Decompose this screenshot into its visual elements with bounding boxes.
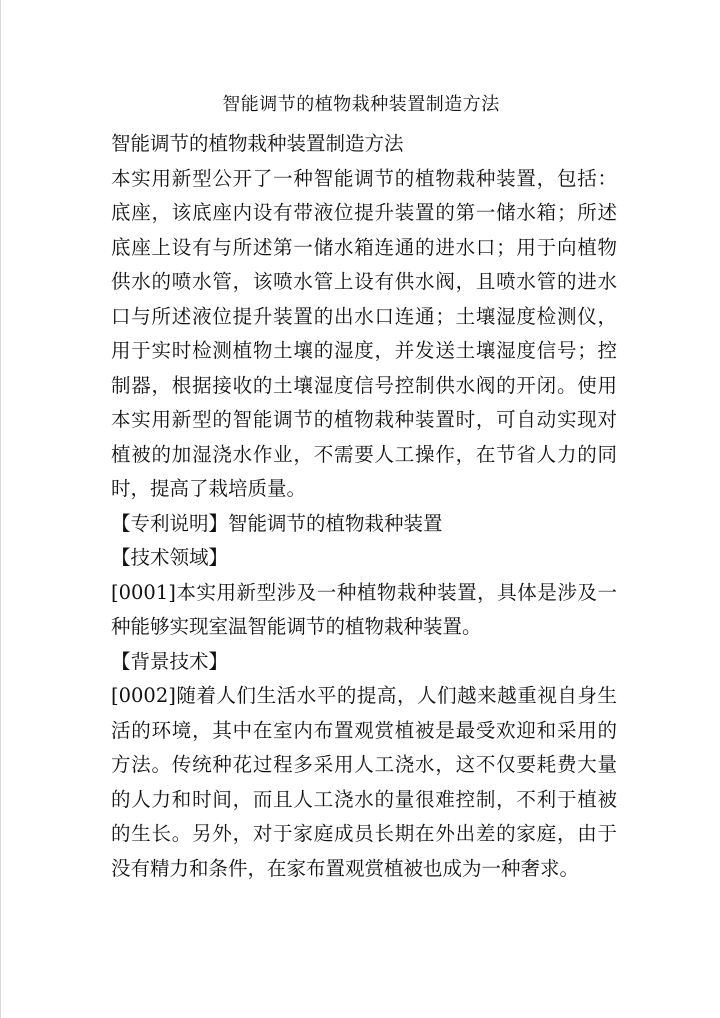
background-heading: 【背景技术】	[111, 649, 229, 673]
page-title: 智能调节的植物栽种装置制造方法	[222, 94, 500, 115]
paragraph-0002: [0002]随着人们生活水平的提高，人们越来越重视自身生活的环境，其中在室内布置观赏植被是最受欢迎和采用的方法。传统种花过程多采用人工浇水，这不仅要耗费大量的人力和时间，而且人工浇水的量很难控制，不利于植被的生长。另外，对于家庭成员长期在外出差的家庭，由于没有精力和条件，在家布置观赏植被也成为一种奢求。	[111, 684, 617, 880]
document-body	[111, 127, 617, 886]
document-subtitle: 智能调节的植物栽种装置制造方法	[111, 132, 404, 155]
technical-field-heading: 【技术领域】	[111, 546, 229, 569]
patent-description-heading: 【专利说明】智能调节的植物栽种装置	[111, 511, 443, 535]
abstract-paragraph: 本实用新型公开了一种智能调节的植物栽种装置，包括：底座，该底座内设有带液位提升装置的第一储水箱；所述底座上设有与所述第一储水箱连通的进水口；用于向植物供水的喷水管，该喷水管上设有供水阀，且喷水管的进水口与所述液位提升装置的出水口连通；土壤湿度检测仪，用于实时检测植物土壤的湿度，并发送土壤湿度信号；控制器，根据接收的土壤湿度信号控制供水阀的开闭。使用本实用新型的智能调节的植物栽种装置时，可自动实现对植被的加湿浇水作业，不需要人工操作，在节省人力的同时，提高了栽培质量。	[111, 166, 617, 500]
paragraph-0001: [0001]本实用新型涉及一种植物栽种装置，具体是涉及一种能够实现室温智能调节的植物栽种装置。	[111, 580, 617, 638]
